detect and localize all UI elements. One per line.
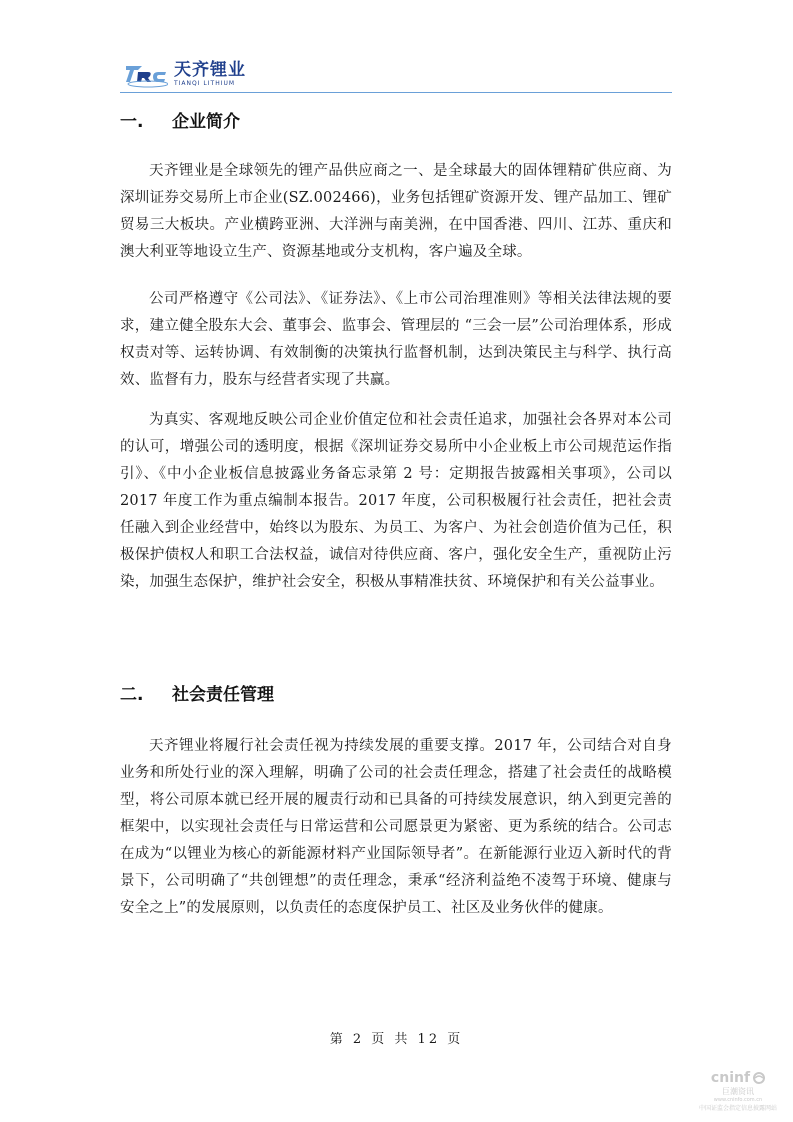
cninfo-watermark bbox=[699, 1070, 777, 1112]
section-heading bbox=[120, 107, 240, 132]
logo-english-name: TIANQI LITHIUM bbox=[174, 79, 236, 87]
section-number: 一. bbox=[120, 112, 144, 132]
paragraph: 天齐锂业是全球领先的锂产品供应商之一、是全球最大的固体锂精矿供应商、为深圳证券交易所上市企业(SZ.002466)，业务包括锂矿资源开发、锂产品加工、锂矿贸易三大板块。产业横跨亚洲、大洋洲与南美洲，在中国香港、四川、江苏、重庆和澳大利亚等地设立生产、资源基地或分支机构，客户遍及全球。 bbox=[120, 163, 672, 260]
paragraph: 天齐锂业将履行社会责任视为持续发展的重要支撑。2017 年，公司结合对自身业务和所处行业的深入理解，明确了公司的社会责任理念，搭建了社会责任的战略模型，将公司原本就已经开展的履责行动和已具备的可持续发展意识，纳入到更完善的框架中，以实现社会责任与日常运营和公司愿景更为紧密、更为系统的结合。公司志在成为“以锂业为核心的新能源材料产业国际领导者”。在新能源行业迈入新时代的背景下，公司明确了“共创锂想”的责任理念，秉承“经济利益绝不凌驾于环境、健康与安全之上”的发展原则，以负责任的态度保护员工、社区及业务伙伴的健康。 bbox=[120, 738, 672, 916]
tianqi-logo-icon bbox=[124, 60, 168, 88]
paragraph: 公司严格遵守《公司法》、《证券法》、《上市公司治理准则》等相关法律法规的要求，建立健全股东大会、董事会、监事会、管理层的 “三会一层”公司治理体系，形成权责对等、运转协调、有效制衡的决策执行监督机制，达到决策民主与科学、执行高效、监督有力，股东与经营者实现了共赢。 bbox=[120, 291, 672, 388]
section-title: 企业简介 bbox=[172, 112, 240, 132]
paragraph: 为真实、客观地反映公司企业价值定位和社会责任追求，加强社会各界对本公司的认可，增强公司的透明度，根据《深圳证券交易所中小企业板上市公司规范运作指引》、《中小企业板信息披露业务备忘录第 2 号：定期报告披露相关事项》，公司以 2017 年度工作为重点编制本报告。2017 年度，公司积极履行社会责任，把社会责任融入到企业经营中，始终以为股东、为员工、为客户、为社会创造价值为己任，积极保护债权人和职工合法权益，诚信对待供应商、客户，强化安全生产，重视防止污染，加强生态保护，维护社会安全，积极从事精准扶贫、环境保护和有关公益事业。 bbox=[120, 412, 672, 590]
watermark-brand: cninf bbox=[710, 1070, 751, 1086]
watermark-organization: 中国证监会指定信息披露网站 bbox=[698, 1105, 777, 1112]
page-number: 第 2 页 共 12 页 bbox=[329, 1032, 464, 1047]
watermark-url: www.cninfo.com.cn bbox=[713, 1097, 763, 1103]
section-heading bbox=[120, 680, 274, 705]
section-title: 社会责任管理 bbox=[172, 685, 274, 705]
company-logo bbox=[124, 60, 246, 88]
watermark-subtitle: 巨潮资讯 bbox=[721, 1087, 754, 1096]
cninfo-swirl-icon bbox=[753, 1072, 765, 1084]
logo-chinese-name: 天齐锂业 bbox=[174, 59, 246, 80]
section-number: 二. bbox=[120, 685, 144, 705]
page-header bbox=[120, 58, 672, 93]
